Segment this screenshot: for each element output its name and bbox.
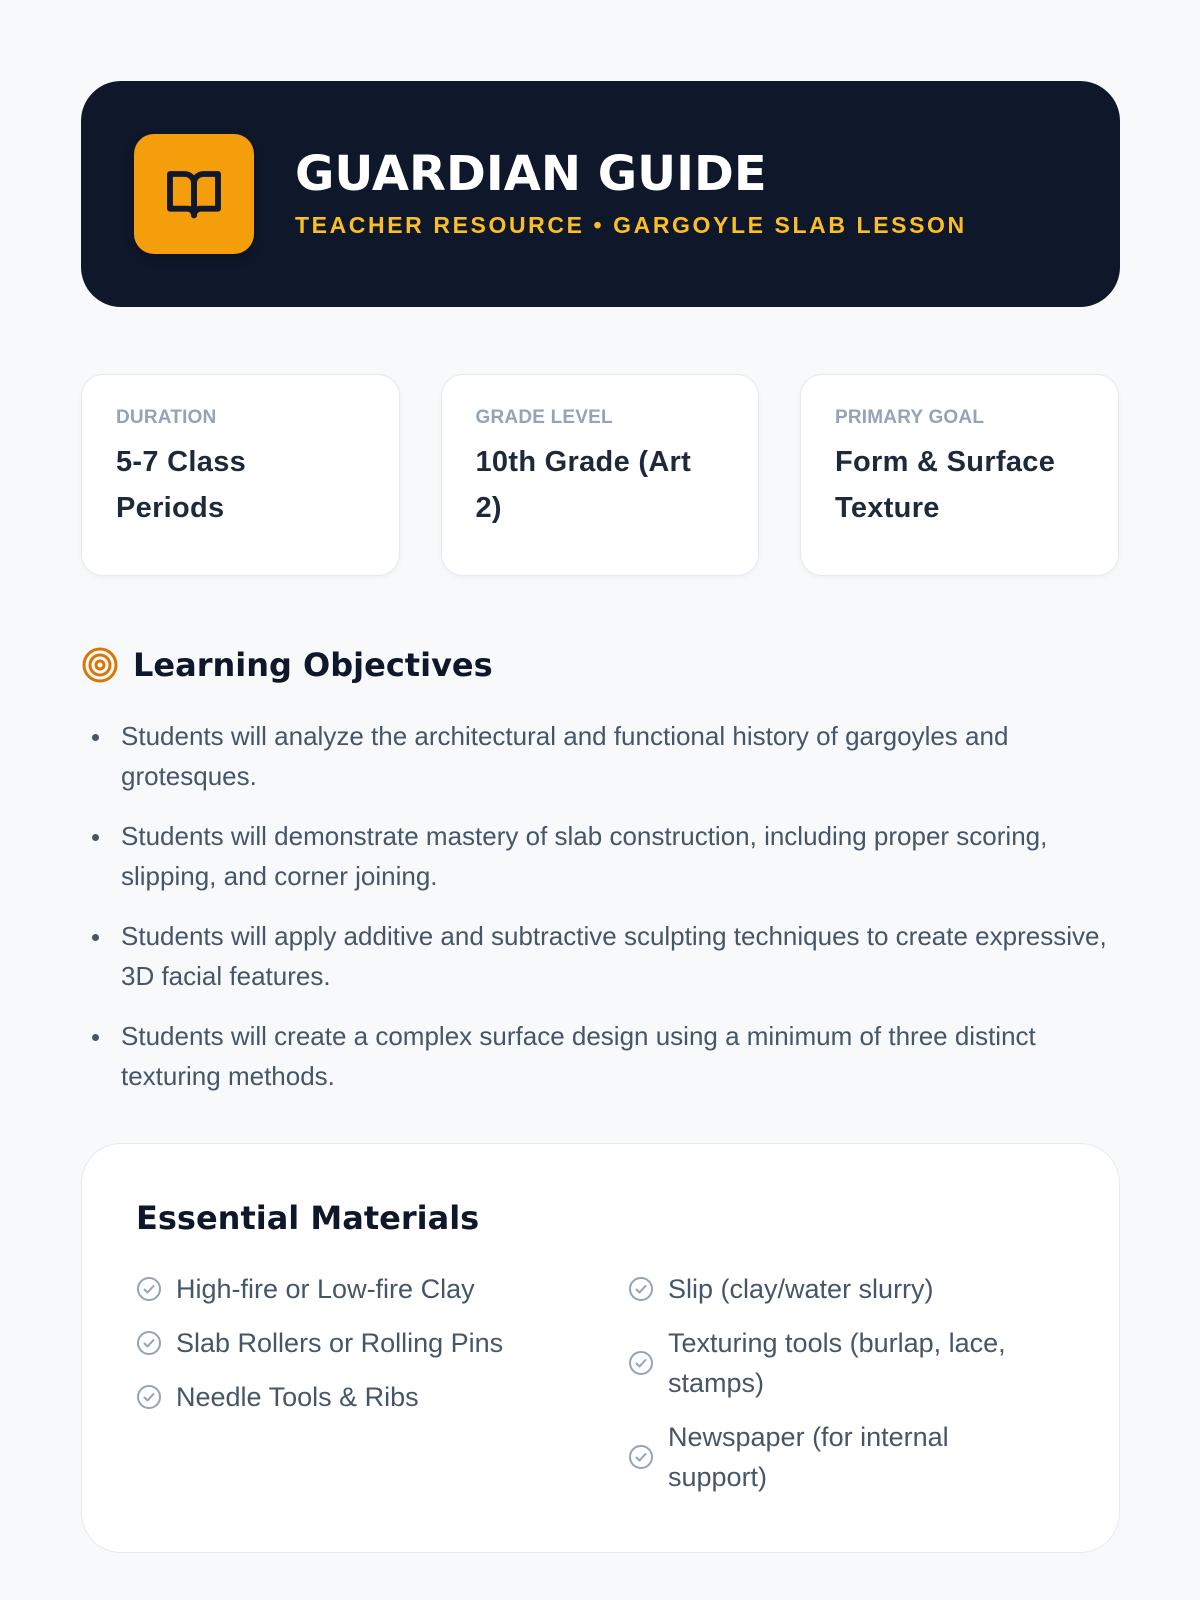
material-label: Newspaper (for internal support)	[668, 1422, 949, 1492]
stat-value: Form & Surface Texture	[835, 446, 1056, 524]
material-item	[628, 1269, 1028, 1309]
list-item: Students will analyze the architectural and functional history of gargoyles and grotesques.	[81, 716, 1119, 796]
open-book-icon	[162, 162, 226, 226]
material-item	[136, 1377, 628, 1417]
material-item	[136, 1323, 628, 1363]
material-label: Slab Rollers or Rolling Pins	[176, 1328, 504, 1358]
stat-value: 5-7 Class Periods	[116, 446, 247, 524]
objectives-header	[81, 646, 1119, 684]
list-item: Students will create a complex surface design using a minimum of three distinct texturing methods.	[81, 1016, 1119, 1096]
material-label: Needle Tools & Ribs	[176, 1382, 419, 1412]
list-item: Students will apply additive and subtractive sculpting techniques to create expressive, 3D facial features.	[81, 916, 1119, 996]
stat-label: GRADE LEVEL	[475, 407, 613, 428]
stat-card-grade-level	[441, 374, 760, 576]
check-circle-icon	[628, 1276, 654, 1302]
material-item	[136, 1269, 628, 1309]
stat-value: 10th Grade (Art 2)	[475, 446, 692, 524]
materials-column-right	[628, 1269, 1028, 1511]
material-label: Slip (clay/water slurry)	[668, 1274, 934, 1304]
check-circle-icon	[136, 1276, 162, 1302]
check-circle-icon	[628, 1350, 654, 1376]
material-item	[628, 1323, 1028, 1403]
materials-column-left	[136, 1269, 628, 1511]
objectives-list	[81, 716, 1119, 1096]
materials-grid	[136, 1269, 1065, 1511]
material-label: High-fire or Low-fire Clay	[176, 1274, 475, 1304]
stats-row	[81, 374, 1119, 576]
target-icon	[81, 646, 119, 684]
stat-card-duration	[81, 374, 400, 576]
materials-card	[81, 1143, 1120, 1553]
material-item	[628, 1417, 1028, 1497]
check-circle-icon	[628, 1444, 654, 1470]
page-subtitle: TEACHER RESOURCE • GARGOYLE SLAB LESSON	[295, 211, 967, 238]
materials-title: Essential Materials	[136, 1199, 480, 1237]
book-logo	[134, 134, 254, 254]
stat-label: DURATION	[116, 407, 217, 428]
stat-card-primary-goal	[800, 374, 1119, 576]
check-circle-icon	[136, 1384, 162, 1410]
check-circle-icon	[136, 1330, 162, 1356]
header-banner	[81, 81, 1120, 307]
page-title: GUARDIAN GUIDE	[295, 145, 767, 202]
material-label: Texturing tools (burlap, lace, stamps)	[668, 1328, 1006, 1398]
objectives-title: Learning Objectives	[133, 646, 493, 684]
stat-label: PRIMARY GOAL	[835, 407, 985, 428]
list-item: Students will demonstrate mastery of slab construction, including proper scoring, slipping, and corner joining.	[81, 816, 1119, 896]
